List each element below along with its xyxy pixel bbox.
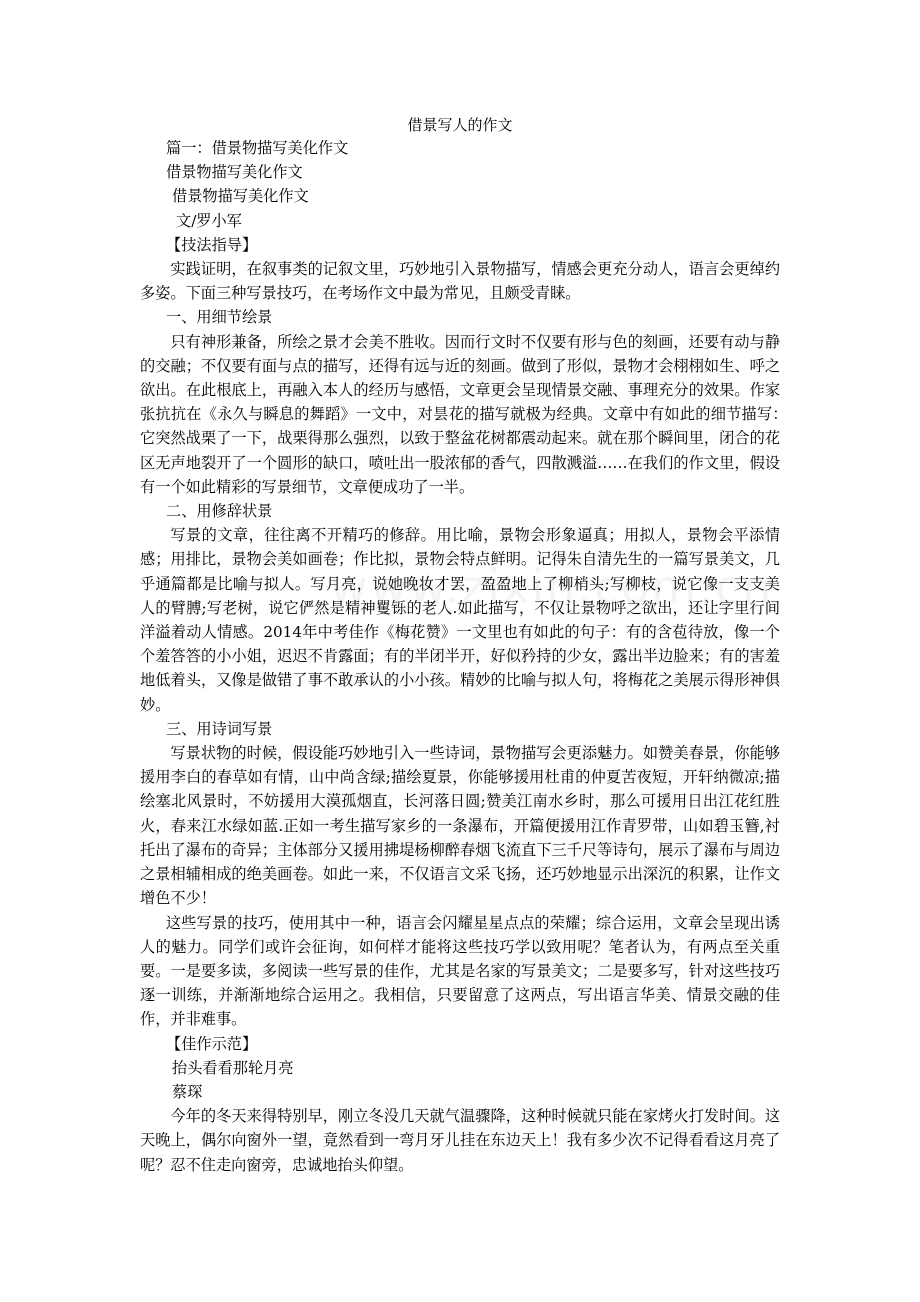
paragraph: 抬头看看那轮月亮 [172,1058,294,1077]
document-title: 借景写人的作文 [407,116,513,134]
paragraph: 一、用细节绘景 [166,308,273,327]
paragraph: 写景状物的时候，假设能巧妙地引入一些诗词，景物描写会更添魅力。如赞美春景，你能够援用李白的春草如有情，山中尚含绿;描绘夏景，你能够援用杜甫的仲夏苦夜短，开轩纳微凉;描绘塞北风景时，不妨援用大漠孤烟直，长河落日圆;赞美江南水乡时，那么可援用日出江花红胜火，春来江水绿如蓝.正如一考生描写家乡的一条瀑布，开篇便援用江作青罗带，山如碧玉簪,衬托出了瀑布的奇异；主体部分又援用拂堤杨柳醉春烟飞流直下三千尺等诗句，展示了瀑布与周边之景相辅相成的绝美画卷。如此一来，不仅语言文采飞扬，还巧妙地显示出深沉的积累，让作文增色不少！ [140,744,780,908]
paragraph: 【佳作示范】 [166,1034,258,1053]
document-body [140,136,796,1177]
paragraph: 篇一：借景物描写美化作文 [166,139,349,157]
paragraph: 【技法指导】 [166,235,258,254]
paragraph: 二、用修辞状景 [166,502,273,521]
paragraph: 借景物描写美化作文 [172,187,309,206]
paragraph: 实践证明，在叙事类的记叙文里，巧妙地引入景物描写，情感会更充分动人，语言会更绰约多姿。下面三种写景技巧，在考场作文中最为常见，且颇受青睐。 [140,260,780,303]
paragraph: 这些写景的技巧，使用其中一种，语言会闪耀星星点点的荣耀；综合运用，文章会呈现出诱人的魅力。同学们或许会征询，如何样才能将这些技巧学以致用呢？笔者认为，有两点至关重要。一是要多读，多阅读一些写景的佳作，尤其是名家的写景美文；二是要多写，针对这些技巧逐一训练，并渐渐地综合运用之。我相信，只要留意了这两点，写出语言华美、情景交融的佳作，并非难事。 [140,913,780,1029]
paragraph: 三、用诗词写景 [166,719,273,738]
paragraph: 只有神形兼备，所绘之景才会美不胜收。因而行文时不仅要有形与色的刻画，还要有动与静的交融；不仅要有面与点的描写，还得有远与近的刻画。做到了形似，景物才会栩栩如生、呼之欲出。在此根底上，再融入本人的经历与感悟，文章更会呈现情景交融、事理充分的效果。作家张抗抗在《永久与瞬息的舞蹈》一文中，对昙花的描写就极为经典。文章中有如此的细节描写： 它突然战栗了一下，战栗得那么强烈，以致于整盆花树都震动起来。就在那个瞬间里，闭合的花区无声地裂开了一个圆形的缺口，喷吐出一股浓郁的香气，四散溅溢……在我们的作文里，假设有一个如此精彩的写景细节，文章便成功了一半。 [140,332,796,496]
paragraph: 借景物描写美化作文 [166,163,303,182]
paragraph: 蔡琛 [172,1082,203,1101]
paragraph: 文/罗小军 [176,211,242,230]
paragraph: 今年的冬天来得特别早，刚立冬没几天就气温骤降，这种时候就只能在家烤火打发时间。这天晚上，偶尔向窗外一望，竟然看到一弯月牙儿挂在东边天上！我有多少次不记得看看这月亮了呢？忍不住走向窗旁，忠诚地抬头仰望。 [140,1107,780,1174]
paragraph: 写景的文章，往往离不开精巧的修辞。用比喻，景物会形象逼真；用拟人，景物会平添情感；用排比，景物会美如画卷；作比拟，景物会特点鲜明。记得朱自清先生的一篇写景美文，几乎通篇都是比喻与拟人。写月亮，说她晚妆才罢，盈盈地上了柳梢头;写柳枝，说它像一支支美人的臂膊;写老树，说它俨然是精神矍铄的老人.如此描写，不仅让景物呼之欲出，还让字里行间洋溢着动人情感。2014年中考佳作《梅花赞》一文里也有如此的句子：有的含苞待放，像一个个羞答答的小小姐，迟迟不肯露面；有的半闭半开，好似矜持的少女，露出半边脸来；有的害羞地低着头，又像是做错了事不敢承认的小小孩。精妙的比喻与拟人句，将梅花之美展示得形神俱妙。 [140,526,780,714]
